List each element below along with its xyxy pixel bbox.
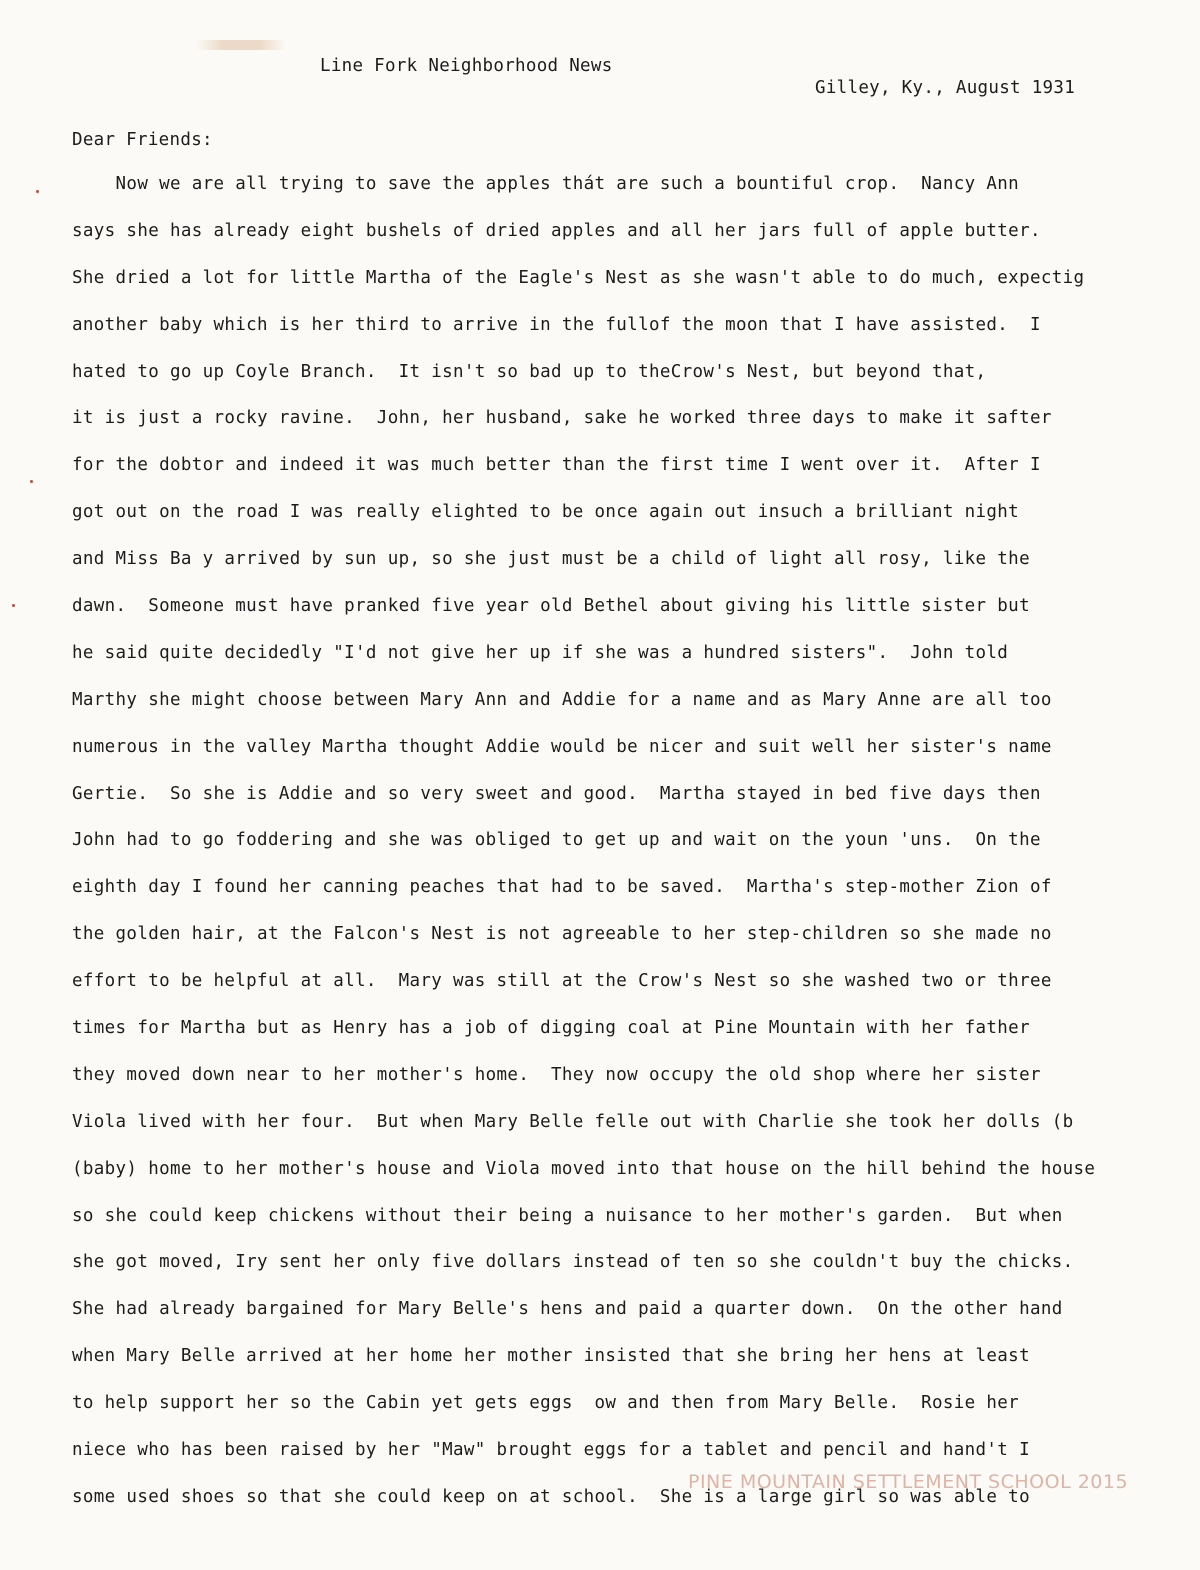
text-line: She dried a lot for little Martha of the Eagle's Nest as she wasn't able to do much, expectig [72, 267, 1085, 288]
text-line: for the dobtor and indeed it was much better than the first time I went over it. After I [72, 455, 1041, 476]
text-line: niece who has been raised by her "Maw" brought eggs for a tablet and pencil and hand't I [72, 1440, 1030, 1461]
text-line: the golden hair, at the Falcon's Nest is not agreeable to her step-children so she made no [72, 924, 1052, 945]
tape-residue [196, 40, 286, 50]
text-line: says she has already eight bushels of dried apples and all her jars full of apple butter. [72, 220, 1041, 241]
text-line: it is just a rocky ravine. John, her husband, sake he worked three days to make it safter [72, 408, 1052, 429]
text-line: John had to go foddering and she was obliged to get up and wait on the youn 'uns. On the [72, 830, 1041, 851]
text-line: dawn. Someone must have pranked five year old Bethel about giving his little sister but [72, 596, 1030, 617]
salutation: Dear Friends: [72, 130, 213, 150]
text-line: so she could keep chickens without their being a nuisance to her mother's garden. But when [72, 1205, 1063, 1226]
text-line: numerous in the valley Martha thought Addie would be nicer and suit well her sister's name [72, 736, 1052, 757]
text-line: Viola lived with her four. But when Mary Belle felle out with Charlie she took her dolls (b [72, 1111, 1074, 1132]
text-line: she got moved, Iry sent her only five dollars instead of ten so she couldn't buy the chicks. [72, 1252, 1074, 1273]
text-line: Now we are all trying to save the apples thát are such a bountiful crop. Nancy Ann [72, 174, 1020, 194]
text-line: when Mary Belle arrived at her home her mother insisted that she bring her hens at least [72, 1346, 1030, 1367]
ink-speck [36, 190, 39, 193]
text-line: Marthy she might choose between Mary Ann and Addie for a name and as Mary Anne are all too [72, 689, 1052, 710]
text-line: She had already bargained for Mary Belle's hens and paid a quarter down. On the other hand [72, 1299, 1063, 1320]
text-line: they moved down near to her mother's home. They now occupy the old shop where her sister [72, 1064, 1041, 1085]
text-line: and Miss Ba y arrived by sun up, so she just must be a child of light all rosy, like the [72, 549, 1030, 570]
newsletter-title: Line Fork Neighborhood News [320, 56, 613, 76]
text-line: to help support her so the Cabin yet gets eggs ow and then from Mary Belle. Rosie her [72, 1393, 1020, 1414]
dateline: Gilley, Ky., August 1931 [815, 78, 1076, 98]
ink-speck [12, 604, 15, 607]
ink-speck [30, 480, 33, 483]
text-line: he said quite decidedly "I'd not give her up if she was a hundred sisters". John told [72, 642, 1009, 663]
text-line: times for Martha but as Henry has a job of digging coal at Pine Mountain with her father [72, 1018, 1030, 1039]
text-line: another baby which is her third to arrive in the fullof the moon that I have assisted. I [72, 314, 1041, 335]
letter-body [72, 172, 1182, 1532]
text-line: Gertie. So she is Addie and so very sweet and good. Martha stayed in bed five days then [72, 783, 1041, 804]
archive-watermark: PINE MOUNTAIN SETTLEMENT SCHOOL 2015 [688, 1471, 1129, 1493]
text-line: (baby) home to her mother's house and Viola moved into that house on the hill behind the house [72, 1158, 1096, 1179]
text-line: hated to go up Coyle Branch. It isn't so bad up to theCrow's Nest, but beyond that, [72, 361, 987, 382]
text-line: some used shoes so that she could keep on at school. She is a large girl so was able to [72, 1486, 1030, 1507]
text-line: eighth day I found her canning peaches that had to be saved. Martha's step-mother Zion of [72, 877, 1052, 898]
text-line: effort to be helpful at all. Mary was still at the Crow's Nest so she washed two or three [72, 971, 1052, 992]
text-line: got out on the road I was really elighted to be once again out insuch a brilliant night [72, 502, 1020, 523]
